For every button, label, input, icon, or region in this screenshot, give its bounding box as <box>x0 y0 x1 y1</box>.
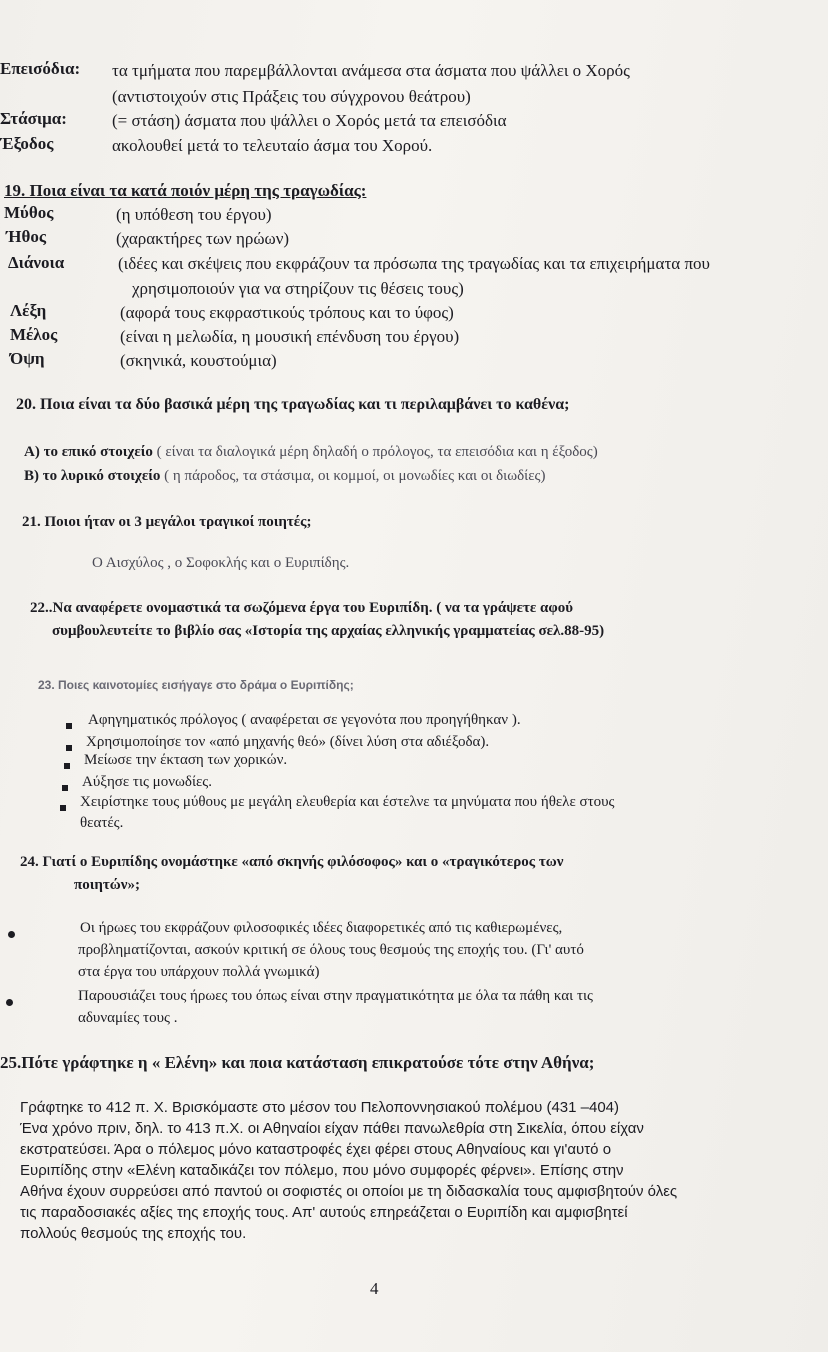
q23-bullet-1-mark <box>66 716 72 734</box>
q25-line-7: πολλούς θεσμούς της εποχής του. <box>20 1225 247 1242</box>
q19-term-melos: Μέλος <box>10 325 58 344</box>
q19-def-opsi: (σκηνικά, κουστούμια) <box>120 351 277 370</box>
q19-term-ithos: Ήθος <box>6 227 47 246</box>
q25-line-1: Γράφτηκε το 412 π. Χ. Βρισκόμαστε στο μέσον του Πελοποννησιακού πολέμου (431 –404) <box>20 1099 620 1116</box>
q20-item-b-label: Β) το λυρικό στοιχείο <box>24 468 161 484</box>
q21-answer: Ο Αισχύλος , ο Σοφοκλής και ο Ευριπίδης. <box>92 555 350 571</box>
q24-bullet-2-line1: Παρουσιάζει τους ήρωες του όπως είναι στην πραγματικότητα με όλα τα πάθη και τις <box>78 988 593 1004</box>
q25-line-3: εκστρατεύσει. Άρα ο πόλεμος μόνο καταστροφές έχει φέρει στους Αθηναίους και γι'αυτό ο <box>20 1141 612 1158</box>
q22-line1: 22..Να αναφέρετε ονομαστικά τα σωζόμενα έργα του Ευριπίδη. ( να τα γράψετε αφού <box>30 600 574 616</box>
q19-def-dianoia-line2: χρησιμοποιούν για να στηρίζουν τις θέσεις τους) <box>132 279 464 298</box>
def-epeisodia-line2: (αντιστοιχούν στις Πράξεις του σύγχρονου θεάτρου) <box>112 87 471 106</box>
q24-bullet-1-mark <box>8 925 15 943</box>
q23-bullet-2: Χρησιμοποίησε τον «από μηχανής θεό» (δίνει λύση στα αδιέξοδα). <box>86 734 490 750</box>
q20-item-a <box>24 442 598 462</box>
q20-item-b-text: ( η πάροδος, τα στάσιμα, οι κομμοί, οι μονωδίες και οι διωδίες) <box>160 468 546 484</box>
def-exodos: ακολουθεί μετά το τελευταίο άσμα του Χορού. <box>112 136 433 155</box>
term-epeisodia: Επεισόδια: <box>0 59 81 78</box>
q24-bullet-1-line2: προβληματίζονται, ασκούν κριτική σε όλους τους θεσμούς της εποχής του. (Γι' αυτό <box>78 942 584 958</box>
def-stasima: (= στάση) άσματα που ψάλλει ο Χορός μετά τα επεισόδια <box>112 111 507 130</box>
q24-bullet-2-mark <box>6 993 13 1011</box>
q19-def-ithos: (χαρακτήρες των ηρώων) <box>116 229 290 248</box>
q19-def-mythos: (η υπόθεση του έργου) <box>116 205 272 224</box>
q24-bullet-1-line1: Οι ήρωες του εκφράζουν φιλοσοφικές ιδέες διαφορετικές από τις καθιερωμένες, <box>80 920 563 936</box>
term-stasima: Στάσιμα: <box>0 109 67 128</box>
q20-item-a-text: ( είναι τα διαλογικά μέρη δηλαδή ο πρόλογος, τα επεισόδια και η έξοδος) <box>152 444 598 460</box>
q23-bullet-1: Αφηγηματικός πρόλογος ( αναφέρεται σε γεγονότα που προηγήθηκαν ). <box>88 712 521 728</box>
q22-line2: συμβουλευτείτε το βιβλίο σας «Ιστορία της αρχαίας ελληνικής γραμματείας σελ.88-95) <box>52 623 605 639</box>
q19-def-lexi: (αφορά τους εκφραστικούς τρόπους και το ύφος) <box>120 303 454 322</box>
q20-title: 20. Ποια είναι τα δύο βασικά μέρη της τραγωδίας και τι περιλαμβάνει το καθένα; <box>16 396 570 413</box>
q23-bullet-2-mark <box>66 738 72 756</box>
q23-bullet-3-mark <box>64 756 70 774</box>
q23-title: 23. Ποιες καινοτομίες εισήγαγε στο δράμα ο Ευριπίδης; <box>38 678 354 692</box>
q20-item-b <box>24 466 545 486</box>
q19-def-dianoia-line1: (ιδέες και σκέψεις που εκφράζουν τα πρόσωπα της τραγωδίας και τα επιχειρήματα που <box>118 254 710 273</box>
q23-bullet-5-mark <box>60 798 66 816</box>
q24-title-line1: 24. Γιατί ο Ευριπίδης ονομάστηκε «από σκηνής φιλόσοφος» και ο «τραγικότερος των <box>20 854 564 870</box>
q25-line-6: τις παραδοσιακές αξίες της εποχής τους. Απ' αυτούς επηρεάζεται ο Ευριπίδη και αμφισβητεί <box>20 1204 628 1221</box>
q25-line-4: Ευριπίδης στην «Ελένη καταδικάζει τον πόλεμο, που μόνο συμφορές φέρνει». Επίσης στην <box>20 1162 624 1179</box>
q19-term-mythos: Μύθος <box>4 203 54 222</box>
q21-title: 21. Ποιοι ήταν οι 3 μεγάλοι τραγικοί ποιητές; <box>22 514 312 530</box>
q23-bullet-4-mark <box>62 778 68 796</box>
q23-bullet-4: Αύξησε τις μονωδίες. <box>82 774 212 790</box>
q19-term-lexi: Λέξη <box>10 301 47 320</box>
q19-term-dianoia: Διάνοια <box>8 253 65 272</box>
q23-bullet-5-line1: Χειρίστηκε τους μύθους με μεγάλη ελευθερία και έστελνε τα μηνύματα που ήθελε στους <box>80 794 615 810</box>
q19-term-opsi: Όψη <box>10 349 45 368</box>
q23-bullet-5-line2: θεατές. <box>80 815 124 831</box>
def-epeisodia-line1: τα τμήματα που παρεμβάλλονται ανάμεσα στα άσματα που ψάλλει ο Χορός <box>112 61 630 80</box>
term-exodos: Έξοδος <box>0 134 54 153</box>
q19-def-melos: (είναι η μελωδία, η μουσική επένδυση του έργου) <box>120 327 460 346</box>
q24-bullet-2-line2: αδυναμίες τους . <box>78 1010 178 1026</box>
q25-line-2: Ένα χρόνο πριν, δηλ. το 413 π.Χ. οι Αθηναίοι είχαν πάθει πανωλεθρία στη Σικελία, όπου είχαν <box>20 1120 644 1137</box>
q20-item-a-label: Α) το επικό στοιχείο <box>24 444 153 460</box>
q25-line-5: Αθήνα έχουν συρρεύσει από παντού οι σοφιστές οι οποίοι με τη διδασκαλία τους αμφισβητούν όλες <box>20 1183 678 1200</box>
q19-title: 19. Ποια είναι τα κατά ποιόν μέρη της τραγωδίας: <box>4 181 367 200</box>
q23-bullet-3: Μείωσε την έκταση των χορικών. <box>84 752 288 768</box>
q25-title: 25.Πότε γράφτηκε η « Ελένη» και ποια κατάσταση επικρατούσε τότε στην Αθήνα; <box>0 1053 595 1072</box>
page-number: 4 <box>370 1279 379 1298</box>
q24-bullet-1-line3: στα έργα του υπάρχουν πολλά γνωμικά) <box>78 964 320 980</box>
q24-title-line2: ποιητών»; <box>74 877 140 893</box>
